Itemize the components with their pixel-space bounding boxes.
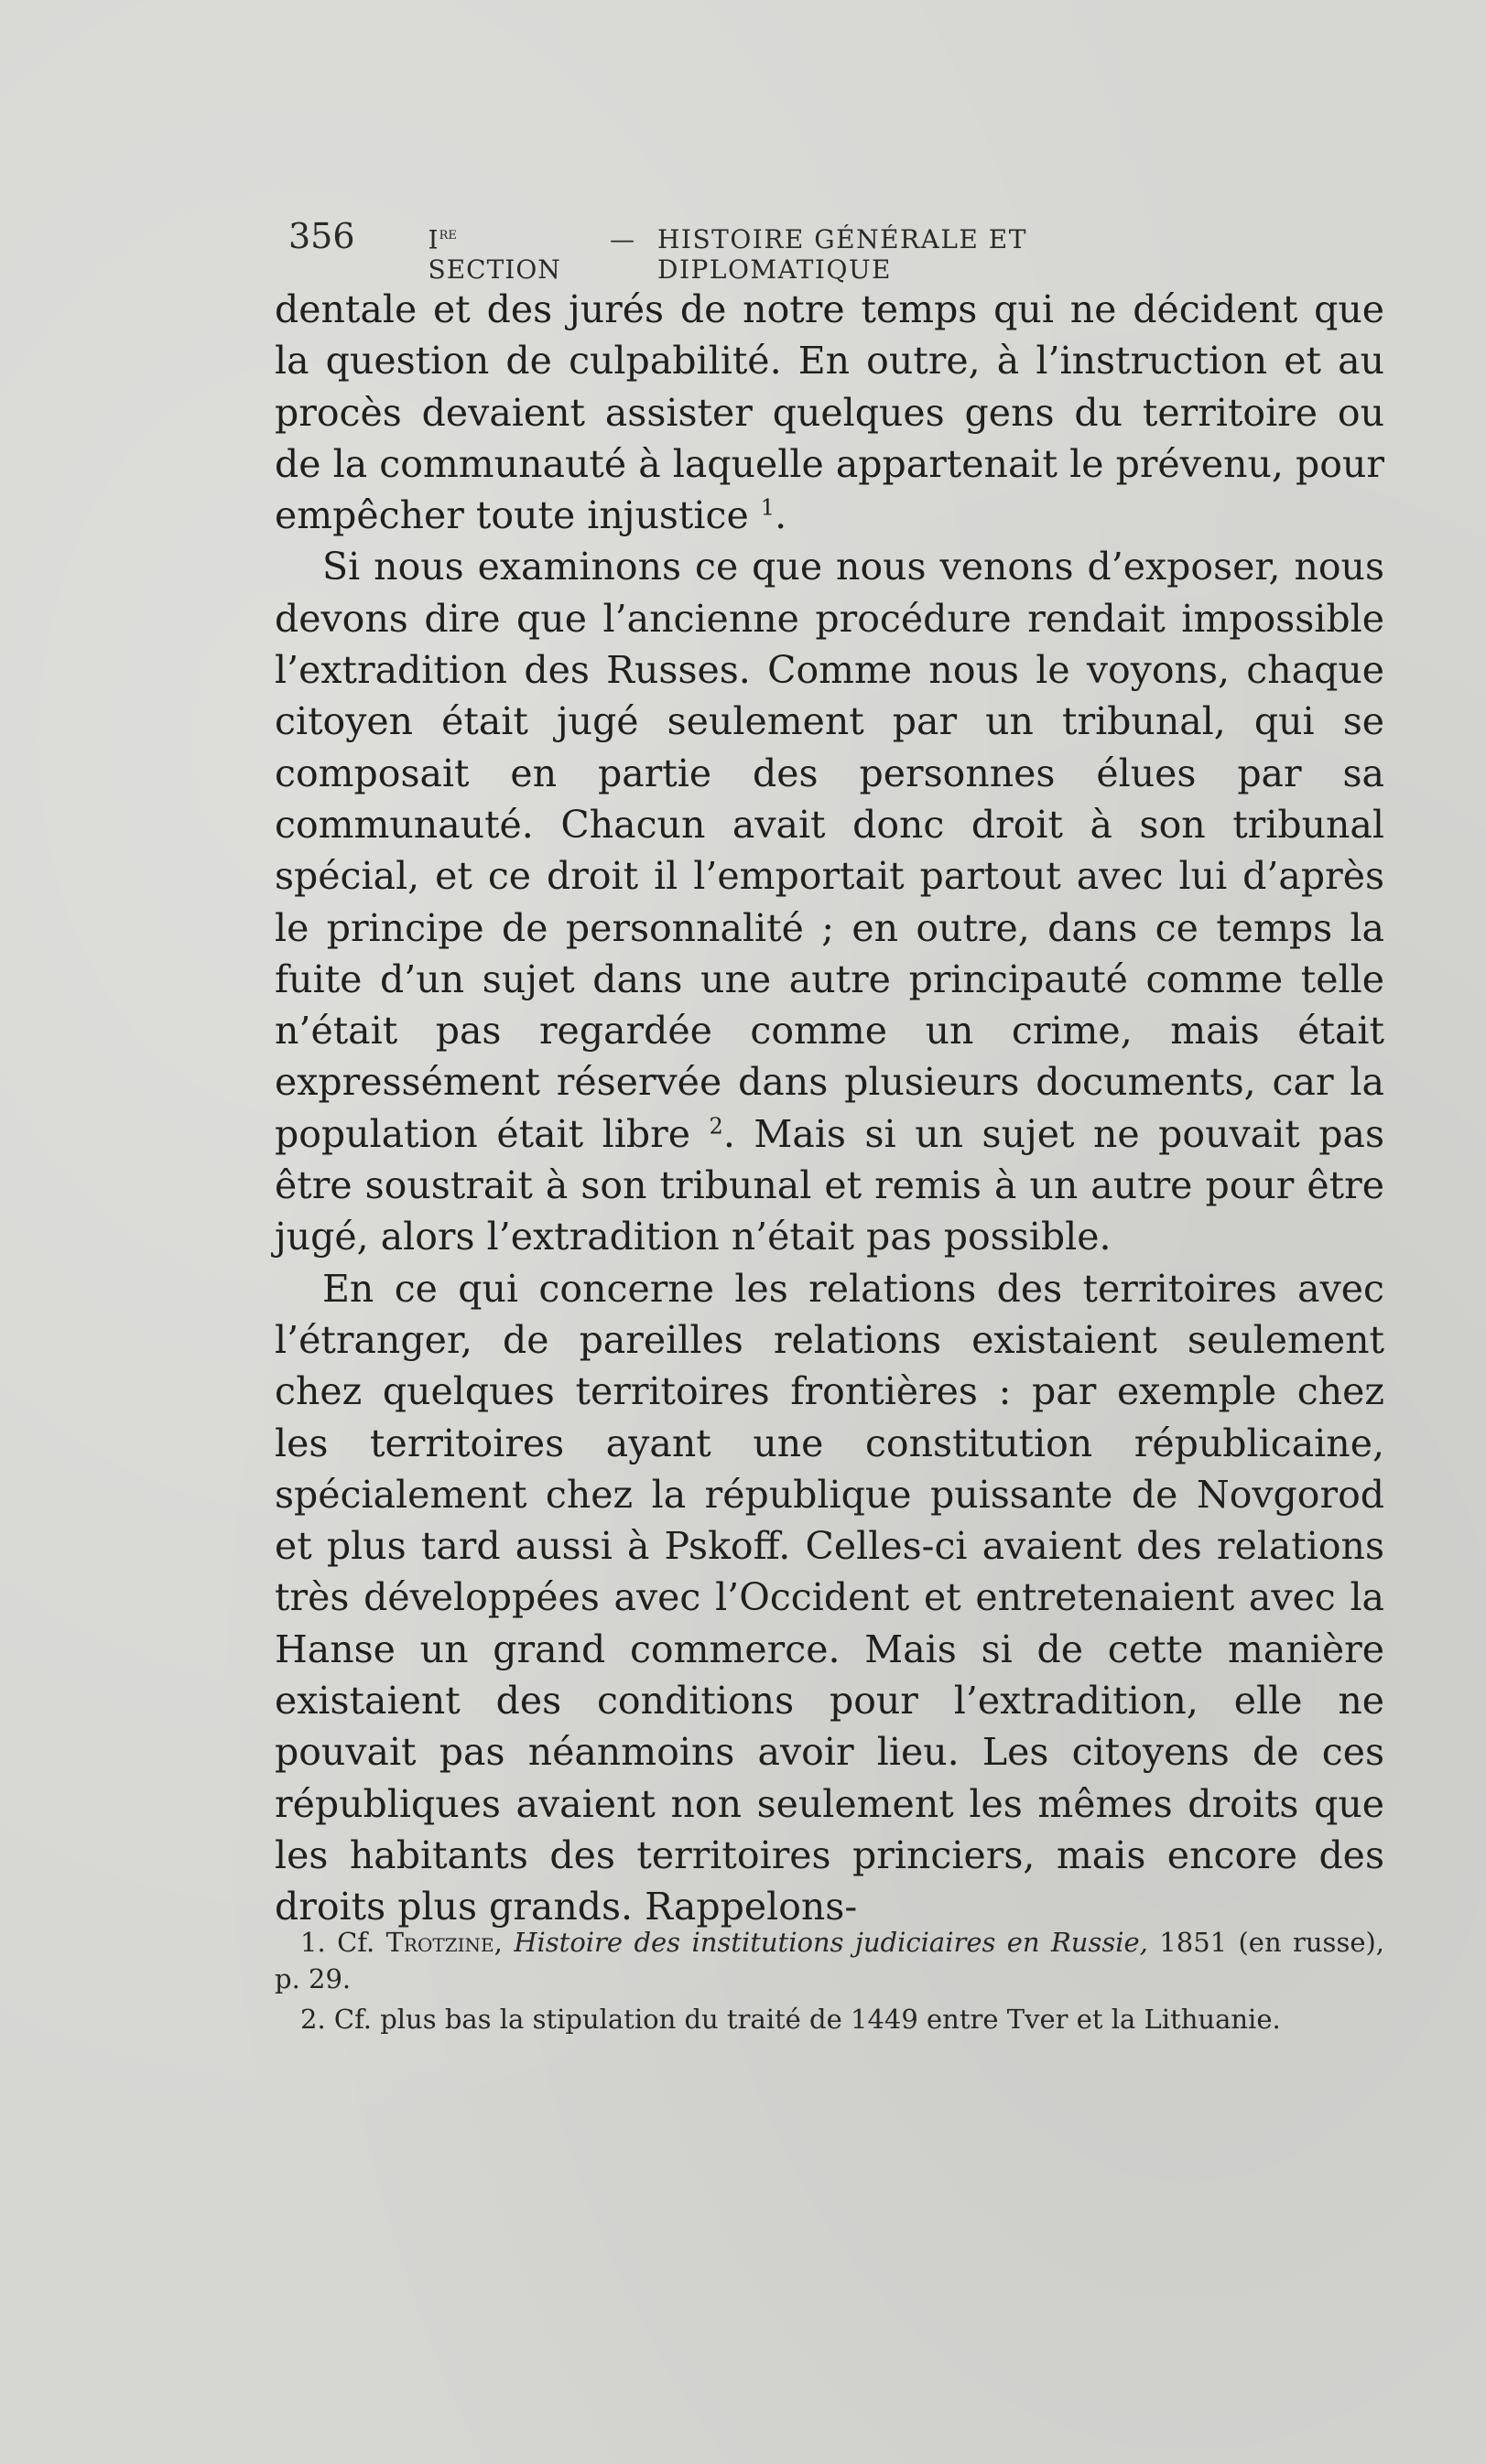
paragraph-1-end: . xyxy=(775,493,787,538)
header-title: HISTOIRE GÉNÉRALE ET DIPLOMATIQUE xyxy=(657,224,1027,285)
footnote-ref-1: 1 xyxy=(760,494,776,521)
body-text xyxy=(275,284,1384,1933)
section-number-sup: re xyxy=(439,223,457,243)
footnote-ref-2: 2 xyxy=(709,1113,723,1140)
footnote-2-text: Cf. plus bas la stipulation du traité de 1449 entre Tver et la Lithuanie. xyxy=(333,2004,1281,2035)
footnote-1-author: Trotzine, xyxy=(385,1927,503,1958)
section-word: SECTION xyxy=(428,254,561,285)
footnote-1 xyxy=(275,1924,1384,1997)
footnote-1-number: 1. xyxy=(300,1927,326,1958)
paragraph-3 xyxy=(275,1263,1384,1933)
paragraph-2-text-b: . Mais si un sujet ne pouvait pas être soustrait à son tribunal et remis à un autre pour être jugé, alors l’extradition n’était pas possible. xyxy=(275,1111,1384,1259)
footnote-2-number: 2. xyxy=(300,2004,326,2035)
paragraph-1 xyxy=(275,284,1384,541)
section-number: I xyxy=(428,224,439,254)
section-label xyxy=(428,224,588,285)
footnote-1-cf: Cf. xyxy=(337,1927,375,1958)
footnote-1-title: Histoire des institutions judiciaires en Russie, xyxy=(514,1927,1148,1958)
footnote-1-rest: 1851 (en russe), p. 29. xyxy=(275,1927,1385,1994)
paragraph-2 xyxy=(275,541,1384,1262)
footnotes xyxy=(275,1924,1384,2041)
paragraph-2-text-a: Si nous examinons ce que nous venons d’exposer, nous devons dire que l’ancienne procédure rendait impossible l’extradition des Russes. Comme nous le voyons, chaque citoyen était jugé seulement par un tribunal, qui se composait en partie des personnes élues par sa communauté. Chacun avait donc droit à son tribunal spécial, et ce droit il l’emportait partout avec lui d’après le principe de personnalité ; en outre, dans ce temps la fuite d’un sujet dans une autre principauté comme telle n’était pas regardée comme un crime, mais était expressément réservée dans plusieurs documents, car la population était libre xyxy=(275,545,1384,1156)
page-number: 356 xyxy=(288,216,355,256)
running-head xyxy=(288,216,1231,285)
header-dash: — xyxy=(610,226,635,254)
paragraph-1-text: dentale et des jurés de notre temps qui ne décident que la question de culpabilité. En outre, à l’instruction et au procès devaient assister quelques gens du territoire ou de la communauté à laquelle appartenait le prévenu, pour empêcher toute injustice xyxy=(275,287,1384,538)
footnote-2 xyxy=(275,2001,1384,2037)
paragraph-3-text: En ce qui concerne les relations des territoires avec l’étranger, de pareilles relations existaient seulement chez quelques territoires frontières : par exemple chez les territoires ayant une constitution républicaine, spécialement chez la république puissante de Novgorod et plus tard aussi à Pskoff. Celles-ci avaient des relations très développées avec l’Occident et entretenaient avec la Hanse un grand commerce. Mais si de cette manière existaient des conditions pour l’extradition, elle ne pouvait pas néanmoins avoir lieu. Les citoyens de ces républiques avaient non seulement les mêmes droits que les habitants des territoires princiers, mais encore des droits plus grands. Rappelons- xyxy=(275,1266,1384,1929)
